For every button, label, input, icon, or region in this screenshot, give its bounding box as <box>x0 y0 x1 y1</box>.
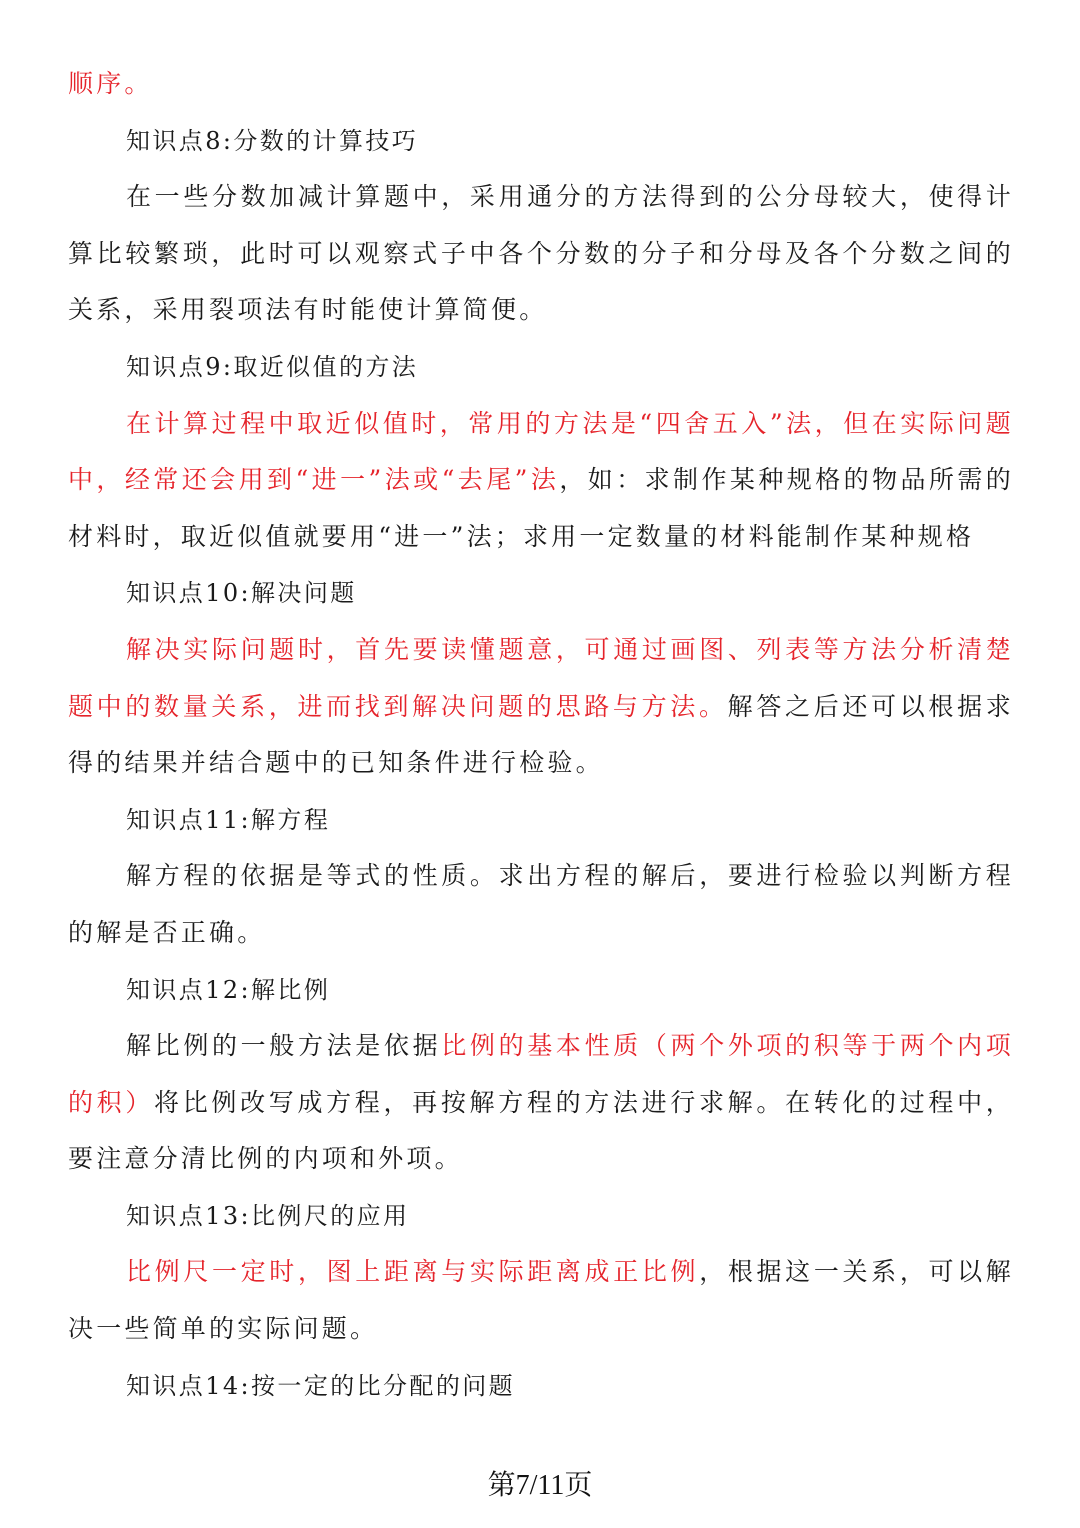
paragraph-8: 在一些分数加减计算题中，采用通分的方法得到的公分母较大，使得计算比较繁琐，此时可以观察式子中各个分数的分子和分母及各个分数之间的关系，采用裂项法有时能使计算简便。 <box>68 182 1014 325</box>
paragraph-11: 解方程的依据是等式的性质。求出方程的解后，要进行检验以判断方程的解是否正确。 <box>68 861 1014 947</box>
paragraph-12 <box>68 1018 1014 1188</box>
paragraph-10 <box>68 622 1014 792</box>
highlight-text: 比例的基本性质（两个外项的积等于两个内项的积） <box>68 1031 1014 1117</box>
paragraph-continuation <box>68 56 1014 113</box>
section-heading-8: 知识点8:分数的计算技巧 <box>126 126 419 155</box>
highlight-text: 在计算过程中取近似值时，常用的方法是“四舍五入”法，但在实际问题中，经常还会用到“进一”法或“去尾”法 <box>68 408 1014 495</box>
section-heading-10: 知识点10:解决问题 <box>126 579 357 608</box>
paragraph-9 <box>68 396 1014 566</box>
body-text: 解比例的一般方法是依据 <box>126 1031 442 1061</box>
content-body <box>68 56 1014 1414</box>
paragraph-13 <box>68 1244 1014 1357</box>
highlight-text: 顺序。 <box>68 69 153 98</box>
body-text: 解答之后还可以根据求得的结果并结合题中的已知条件进行检验。 <box>68 691 1014 778</box>
page-number: 第7/11页 <box>487 1470 593 1501</box>
body-text: ，如：求制作某种规格的物品所需的材料时，取近似值就要用“进一”法；求用一定数量的材料能制作某种规格 <box>68 465 1014 551</box>
section-heading-9: 知识点9:取近似值的方法 <box>126 352 419 381</box>
highlight-text: 比例尺一定时，图上距离与实际距离成正比例 <box>126 1257 700 1287</box>
section-heading-11: 知识点11:解方程 <box>126 805 331 834</box>
highlight-text: 解决实际问题时，首先要读懂题意，可通过画图、列表等方法分析清楚题中的数量关系，进而找到解决问题的思路与方法。 <box>68 634 1014 721</box>
section-heading-13: 知识点13:比例尺的应用 <box>126 1201 410 1230</box>
body-text: 将比例改写成方程，再按解方程的方法进行求解。在转化的过程中，要注意分清比例的内项和外项。 <box>68 1087 1014 1174</box>
section-heading-12: 知识点12:解比例 <box>126 975 331 1004</box>
body-text: ，根据这一关系，可以解决一些简单的实际问题。 <box>68 1257 1014 1344</box>
section-heading-14: 知识点14:按一定的比分配的问题 <box>126 1371 516 1400</box>
